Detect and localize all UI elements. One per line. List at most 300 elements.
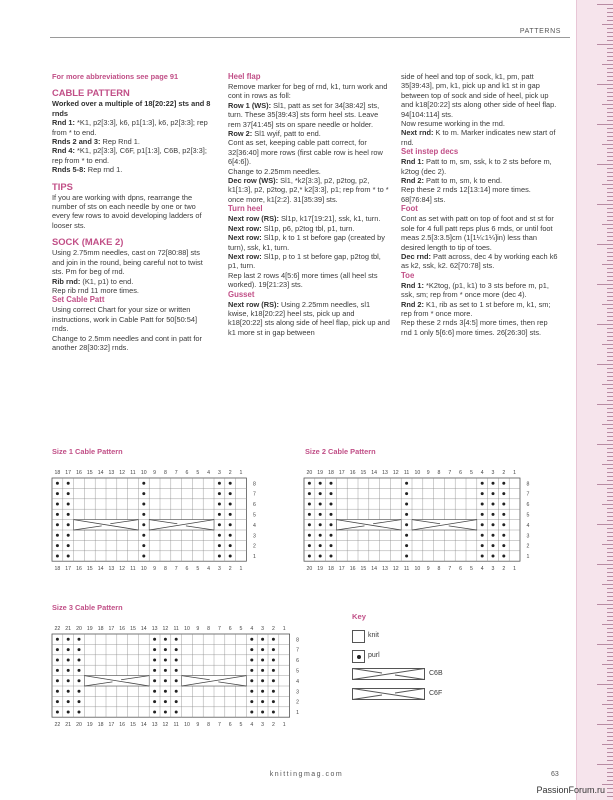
watermark: PassionForum.ru bbox=[536, 785, 605, 795]
ruler-tick bbox=[607, 660, 613, 661]
column-number-label: 17 bbox=[338, 470, 345, 476]
row-number-label: 6 bbox=[296, 658, 300, 665]
next-row-4-text: Sl1p, p to 1 st before gap, p2tog tbl, p1, turn. bbox=[228, 251, 381, 271]
column-number-label: 15 bbox=[86, 566, 93, 573]
cable-line bbox=[84, 676, 149, 686]
column-number-label: 14 bbox=[371, 470, 378, 476]
ruler-tick bbox=[607, 448, 613, 449]
rnds-5-8 bbox=[52, 165, 212, 174]
purl-dot bbox=[164, 638, 167, 641]
purl-dot bbox=[67, 638, 70, 641]
ruler-tick bbox=[607, 480, 613, 481]
purl-dot bbox=[218, 534, 221, 537]
ruler-tick bbox=[607, 236, 613, 237]
ruler-tick bbox=[607, 360, 613, 361]
ruler-tick bbox=[607, 272, 613, 273]
toe-rnd-2-text: K1, rib as set to 1 st before m, k1, sm; rep from * once more. bbox=[401, 299, 551, 318]
column-number-label: 8 bbox=[207, 626, 211, 632]
purl-dot bbox=[175, 711, 178, 714]
chart-grid-border bbox=[304, 478, 520, 561]
next-row-1 bbox=[228, 214, 390, 223]
purl-dot bbox=[272, 700, 275, 703]
column-number-label: 10 bbox=[184, 626, 190, 632]
purl-dot bbox=[405, 544, 408, 547]
purl-dot bbox=[272, 659, 275, 662]
purl-dot bbox=[67, 690, 70, 693]
column-number-label: 11 bbox=[403, 470, 410, 476]
column-number-label: 8 bbox=[207, 722, 211, 729]
purl-dot bbox=[319, 482, 322, 485]
column-number-label: 12 bbox=[162, 626, 169, 632]
purl-dot bbox=[153, 679, 156, 682]
row-1 bbox=[228, 101, 390, 129]
column-number-label: 3 bbox=[217, 566, 221, 573]
column-number-label: 19 bbox=[317, 470, 324, 476]
ruler-tick bbox=[607, 648, 613, 649]
row-number-label: 1 bbox=[526, 554, 530, 561]
ruler-tick bbox=[607, 440, 613, 441]
key-knit-label: knit bbox=[368, 632, 379, 639]
row-number-label: 7 bbox=[252, 491, 256, 498]
ruler-decoration bbox=[576, 0, 613, 800]
next-row-1-label: Next row (RS): bbox=[228, 214, 279, 224]
column-number-label: 4 bbox=[250, 722, 254, 729]
purl-dot bbox=[502, 555, 505, 558]
row-number-label: 5 bbox=[252, 512, 256, 519]
ruler-tick bbox=[607, 32, 613, 33]
column-number-label: 12 bbox=[119, 470, 126, 476]
column-number-label: 15 bbox=[360, 470, 367, 476]
purl-dot bbox=[78, 669, 81, 672]
rnd-1 bbox=[52, 118, 212, 137]
ruler-tick bbox=[607, 548, 613, 549]
ruler-tick bbox=[607, 276, 613, 277]
ruler-tick bbox=[607, 476, 613, 477]
column-number-label: 21 bbox=[65, 722, 72, 729]
column-number-label: 16 bbox=[349, 566, 356, 573]
purl-dot bbox=[164, 700, 167, 703]
ruler-tick bbox=[602, 704, 613, 705]
row-number-label: 3 bbox=[526, 533, 530, 540]
ruler-tick bbox=[607, 668, 613, 669]
ruler-tick bbox=[597, 404, 613, 405]
ruler-tick bbox=[607, 696, 613, 697]
row-2-text: Sl1 wyif, patt to end. bbox=[252, 129, 321, 139]
cable-line bbox=[182, 676, 247, 686]
purl-dot bbox=[405, 513, 408, 516]
ruler-tick bbox=[607, 92, 613, 93]
column-number-label: 15 bbox=[86, 470, 93, 476]
ruler-tick bbox=[607, 688, 613, 689]
ruler-tick bbox=[602, 464, 613, 465]
column-number-label: 9 bbox=[153, 470, 157, 476]
ruler-tick bbox=[607, 392, 613, 393]
ruler-tick bbox=[607, 148, 613, 149]
purl-dot bbox=[67, 503, 70, 506]
row-number-label: 1 bbox=[252, 554, 256, 561]
column-number-label: 20 bbox=[76, 722, 82, 729]
next-rnd bbox=[401, 128, 558, 147]
column-number-label: 13 bbox=[151, 722, 158, 729]
ruler-tick bbox=[597, 444, 613, 445]
purl-dot bbox=[78, 638, 81, 641]
purl-dot bbox=[319, 503, 322, 506]
purl-dot bbox=[78, 700, 81, 703]
ruler-tick bbox=[607, 52, 613, 53]
purl-dot bbox=[405, 555, 408, 558]
row-2-label: Row 2: bbox=[228, 129, 253, 139]
ruler-tick bbox=[607, 500, 613, 501]
page-number: 63 bbox=[551, 771, 559, 778]
purl-dot bbox=[229, 482, 232, 485]
ruler-tick bbox=[607, 256, 613, 257]
column-number-label: 5 bbox=[469, 566, 473, 573]
column-number-label: 11 bbox=[403, 566, 410, 573]
row-number-label: 4 bbox=[296, 678, 300, 685]
ruler-tick bbox=[607, 20, 613, 21]
ruler-tick bbox=[602, 304, 613, 305]
instep-rep: Rep these 2 rnds 12[13:14] more times. 68[76:84] sts. bbox=[401, 185, 531, 204]
purl-dot bbox=[492, 555, 495, 558]
column-number-label: 17 bbox=[108, 626, 115, 632]
purl-dot bbox=[142, 523, 145, 526]
purl-dot bbox=[56, 700, 59, 703]
ruler-tick bbox=[607, 620, 613, 621]
purl-dot bbox=[229, 523, 232, 526]
key-heading: Key bbox=[352, 612, 366, 621]
cont-text: Cont as set, keeping cable patt correct, for 32[36:40] more rows (first cable row is heel row 6[4:6]). bbox=[228, 138, 383, 167]
set-cable-heading: Set Cable Patt bbox=[52, 295, 105, 305]
purl-dot bbox=[78, 711, 81, 714]
purl-dot bbox=[67, 679, 70, 682]
column-number-label: 18 bbox=[97, 722, 104, 729]
cable-cell bbox=[412, 520, 477, 530]
purl-dot bbox=[481, 503, 484, 506]
purl-dot bbox=[250, 669, 253, 672]
ruler-tick bbox=[607, 428, 613, 429]
row-number-label: 7 bbox=[296, 647, 300, 654]
instep-rnd-1-label: Rnd 1: bbox=[401, 157, 424, 167]
purl-dot bbox=[56, 690, 59, 693]
row-2 bbox=[228, 129, 390, 138]
purl-dot bbox=[56, 482, 59, 485]
purl-dot bbox=[502, 534, 505, 537]
purl-dot bbox=[153, 711, 156, 714]
purl-dot bbox=[56, 679, 59, 682]
cable-line bbox=[121, 676, 149, 680]
cable-line bbox=[449, 526, 477, 530]
purl-dot bbox=[229, 555, 232, 558]
column-3 bbox=[401, 72, 558, 337]
ruler-tick bbox=[607, 792, 613, 793]
purl-dot bbox=[502, 513, 505, 516]
cable-line bbox=[186, 526, 214, 530]
ruler-tick bbox=[607, 732, 613, 733]
ruler-tick bbox=[607, 380, 613, 381]
column-number-label: 11 bbox=[130, 566, 136, 573]
section-label: PATTERNS bbox=[519, 28, 561, 35]
heel-flap-text: Remove marker for beg of rnd, k1, turn work and cont in rows as foll: bbox=[228, 82, 388, 101]
ruler-tick bbox=[607, 532, 613, 533]
key-c6f-label: C6F bbox=[429, 690, 443, 697]
column-number-label: 6 bbox=[185, 566, 189, 573]
column-number-label: 7 bbox=[174, 470, 178, 476]
ruler-tick bbox=[607, 40, 613, 41]
purl-dot bbox=[261, 690, 264, 693]
ruler-tick bbox=[607, 340, 613, 341]
purl-dot bbox=[308, 544, 311, 547]
column-number-label: 18 bbox=[97, 626, 104, 632]
purl-dot bbox=[481, 492, 484, 495]
column-number-label: 2 bbox=[228, 566, 232, 573]
cable-line bbox=[373, 520, 401, 524]
ruler-tick bbox=[607, 672, 613, 673]
ruler-tick bbox=[607, 232, 613, 233]
purl-dot bbox=[67, 534, 70, 537]
row-number-label: 4 bbox=[526, 522, 530, 529]
column-number-label: 4 bbox=[250, 626, 254, 632]
column-number-label: 12 bbox=[392, 566, 399, 573]
column-number-label: 3 bbox=[261, 626, 265, 632]
dec-row bbox=[228, 176, 390, 204]
tips-heading: TIPS bbox=[52, 180, 73, 192]
change-text: Change to 2.25mm needles. bbox=[228, 166, 321, 176]
ruler-tick bbox=[602, 384, 613, 385]
ruler-tick bbox=[597, 44, 613, 45]
ruler-tick bbox=[602, 264, 613, 265]
column-number-label: 3 bbox=[491, 566, 495, 573]
purl-dot bbox=[142, 482, 145, 485]
next-row-4 bbox=[228, 252, 390, 271]
purl-dot bbox=[492, 534, 495, 537]
ruler-tick bbox=[607, 12, 613, 13]
column-number-label: 14 bbox=[371, 566, 378, 573]
ruler-tick bbox=[607, 312, 613, 313]
row-1-text: Sl1, patt as set for 34[38:42] sts, turn. These 35[39:43] sts form heel sts. Leave rem 37[41:45] sts on spare needle or holder. bbox=[228, 100, 380, 129]
ruler-tick bbox=[602, 144, 613, 145]
row-number-label: 5 bbox=[526, 512, 530, 519]
purl-dot bbox=[78, 648, 81, 651]
purl-dot bbox=[175, 669, 178, 672]
ruler-tick bbox=[607, 432, 613, 433]
rib-rnd bbox=[52, 277, 212, 286]
purl-dot bbox=[67, 482, 70, 485]
purl-dot bbox=[481, 523, 484, 526]
purl-dot bbox=[218, 544, 221, 547]
ruler-tick bbox=[602, 504, 613, 505]
purl-dot bbox=[164, 659, 167, 662]
ruler-tick bbox=[602, 64, 613, 65]
purl-dot bbox=[56, 503, 59, 506]
ruler-tick bbox=[607, 252, 613, 253]
ruler-tick bbox=[607, 616, 613, 617]
column-number-label: 10 bbox=[140, 566, 147, 573]
column-number-label: 5 bbox=[196, 566, 200, 573]
column-number-label: 1 bbox=[513, 566, 517, 573]
ruler-tick bbox=[607, 140, 613, 141]
purl-dot bbox=[56, 513, 59, 516]
chart-grid-border bbox=[52, 478, 246, 561]
dec-row-label: Dec row (WS): bbox=[228, 176, 279, 186]
rib-repeat: Rep rib rnd 11 more times. bbox=[52, 285, 139, 295]
purl-dot bbox=[56, 492, 59, 495]
column-number-label: 5 bbox=[469, 470, 473, 476]
purl-dot bbox=[153, 669, 156, 672]
ruler-tick bbox=[607, 656, 613, 657]
purl-dot bbox=[142, 544, 145, 547]
ruler-tick bbox=[607, 160, 613, 161]
purl-dot bbox=[261, 669, 264, 672]
column-number-label: 13 bbox=[382, 566, 388, 573]
rnds-2-3-text: Rep Rnd 1. bbox=[100, 137, 140, 147]
purl-dot bbox=[142, 492, 145, 495]
ruler-tick bbox=[597, 644, 613, 645]
purl-dot-icon bbox=[357, 655, 361, 659]
ruler-tick bbox=[607, 132, 613, 133]
rep-last-text: Rep last 2 rows 4[5:6] more times (all heel sts worked). 19[21:23] sts. bbox=[228, 270, 378, 290]
column-number-label: 12 bbox=[162, 722, 169, 729]
ruler-tick bbox=[607, 308, 613, 309]
purl-dot bbox=[319, 492, 322, 495]
purl-dot bbox=[164, 648, 167, 651]
ruler-tick bbox=[607, 208, 613, 209]
ruler-tick bbox=[607, 716, 613, 717]
ruler-tick bbox=[607, 692, 613, 693]
purl-dot bbox=[492, 503, 495, 506]
ruler-tick bbox=[607, 572, 613, 573]
column-number-label: 2 bbox=[271, 722, 275, 729]
purl-dot bbox=[153, 700, 156, 703]
rnd-4-label: Rnd 4: bbox=[52, 146, 75, 156]
purl-dot bbox=[481, 544, 484, 547]
ruler-tick bbox=[602, 624, 613, 625]
row-number-label: 2 bbox=[252, 543, 256, 550]
ruler-tick bbox=[597, 604, 613, 605]
ruler-tick bbox=[607, 416, 613, 417]
column-number-label: 22 bbox=[54, 626, 61, 632]
ruler-tick bbox=[607, 520, 613, 521]
purl-dot bbox=[56, 648, 59, 651]
column-number-label: 16 bbox=[349, 470, 356, 476]
column-number-label: 6 bbox=[228, 722, 232, 729]
purl-dot bbox=[153, 648, 156, 651]
column-number-label: 16 bbox=[76, 566, 82, 573]
ruler-tick bbox=[607, 72, 613, 73]
ruler-tick bbox=[607, 260, 613, 261]
purl-dot bbox=[272, 648, 275, 651]
ruler-tick bbox=[602, 344, 613, 345]
column-number-label: 21 bbox=[65, 626, 72, 632]
purl-dot bbox=[250, 700, 253, 703]
purl-dot bbox=[502, 523, 505, 526]
purl-dot bbox=[272, 711, 275, 714]
column-number-label: 8 bbox=[163, 470, 167, 476]
ruler-tick bbox=[607, 156, 613, 157]
column-number-label: 19 bbox=[86, 626, 93, 632]
ruler-tick bbox=[607, 736, 613, 737]
column-number-label: 5 bbox=[196, 470, 200, 476]
ruler-tick bbox=[607, 568, 613, 569]
ruler-tick bbox=[607, 720, 613, 721]
ruler-tick bbox=[607, 96, 613, 97]
ruler-tick bbox=[607, 192, 613, 193]
column-number-label: 18 bbox=[328, 470, 334, 476]
rnd-1-label: Rnd 1: bbox=[52, 118, 75, 128]
rnds-2-3-label: Rnds 2 and 3: bbox=[52, 137, 101, 147]
purl-dot bbox=[56, 544, 59, 547]
gusset-heading: Gusset bbox=[228, 289, 255, 299]
set-cable-text: Using correct Chart for your size or written instructions, work in Cable Patt for 50[50:54] rnds. bbox=[52, 305, 198, 334]
next-rnd-text: K to m. Marker indicates new start of rnd. bbox=[401, 128, 556, 147]
size-3-chart-title: Size 3 Cable Pattern bbox=[52, 603, 123, 612]
ruler-tick bbox=[607, 420, 613, 421]
purl-dot bbox=[330, 534, 333, 537]
ruler-tick bbox=[607, 172, 613, 173]
column-number-label: 3 bbox=[491, 470, 495, 476]
purl-dot bbox=[261, 648, 264, 651]
cable-line bbox=[149, 520, 177, 524]
purl-dot bbox=[142, 503, 145, 506]
ruler-tick bbox=[607, 212, 613, 213]
purl-dot bbox=[261, 711, 264, 714]
ruler-tick bbox=[597, 244, 613, 245]
ruler-tick bbox=[607, 36, 613, 37]
column-number-label: 11 bbox=[173, 626, 179, 632]
purl-dot bbox=[164, 679, 167, 682]
gusset-label: Next row (RS): bbox=[228, 299, 279, 309]
next-row-3 bbox=[228, 233, 390, 252]
ruler-tick bbox=[607, 316, 613, 317]
key-purl-label: purl bbox=[368, 652, 380, 659]
ruler-tick bbox=[607, 168, 613, 169]
purl-dot bbox=[330, 544, 333, 547]
row-number-label: 8 bbox=[252, 481, 256, 488]
row-number-label: 5 bbox=[296, 668, 300, 675]
rnd-4 bbox=[52, 146, 212, 165]
ruler-tick bbox=[597, 324, 613, 325]
purl-dot bbox=[308, 523, 311, 526]
column-number-label: 8 bbox=[163, 566, 167, 573]
column-number-label: 15 bbox=[360, 566, 367, 573]
purl-dot bbox=[164, 690, 167, 693]
purl-dot bbox=[218, 503, 221, 506]
column-number-label: 1 bbox=[239, 470, 243, 476]
cable-line bbox=[182, 676, 210, 680]
instep-heading: Set instep decs bbox=[401, 147, 459, 157]
column-number-label: 20 bbox=[306, 470, 313, 476]
ruler-tick bbox=[607, 676, 613, 677]
cable-line bbox=[110, 520, 138, 524]
rnd-4-text: *K1, p2[3:3], C6F, p1[1:3], C6B, p2[3:3]; rep from * to end. bbox=[52, 146, 207, 165]
key-c6b-label: C6B bbox=[429, 670, 443, 677]
ruler-tick bbox=[607, 652, 613, 653]
purl-dot bbox=[229, 503, 232, 506]
ruler-tick bbox=[607, 348, 613, 349]
chart-grid-border bbox=[52, 634, 290, 717]
purl-dot bbox=[67, 544, 70, 547]
column-number-label: 9 bbox=[153, 566, 157, 573]
ruler-tick bbox=[607, 796, 613, 797]
rib-label: Rib rnd: bbox=[52, 276, 81, 286]
dec-rnd-label: Dec rnd: bbox=[401, 251, 431, 261]
foot-heading: Foot bbox=[401, 204, 418, 214]
cable-line bbox=[218, 682, 246, 686]
ruler-tick bbox=[607, 412, 613, 413]
next-row-1-text: Sl1p, k17[19:21], ssk, k1, turn. bbox=[278, 214, 381, 224]
purl-dot bbox=[308, 503, 311, 506]
rnds-2-3 bbox=[52, 137, 212, 146]
next-row-2-text: Sl1p, p6, p2tog tbl, p1, turn. bbox=[261, 223, 355, 233]
